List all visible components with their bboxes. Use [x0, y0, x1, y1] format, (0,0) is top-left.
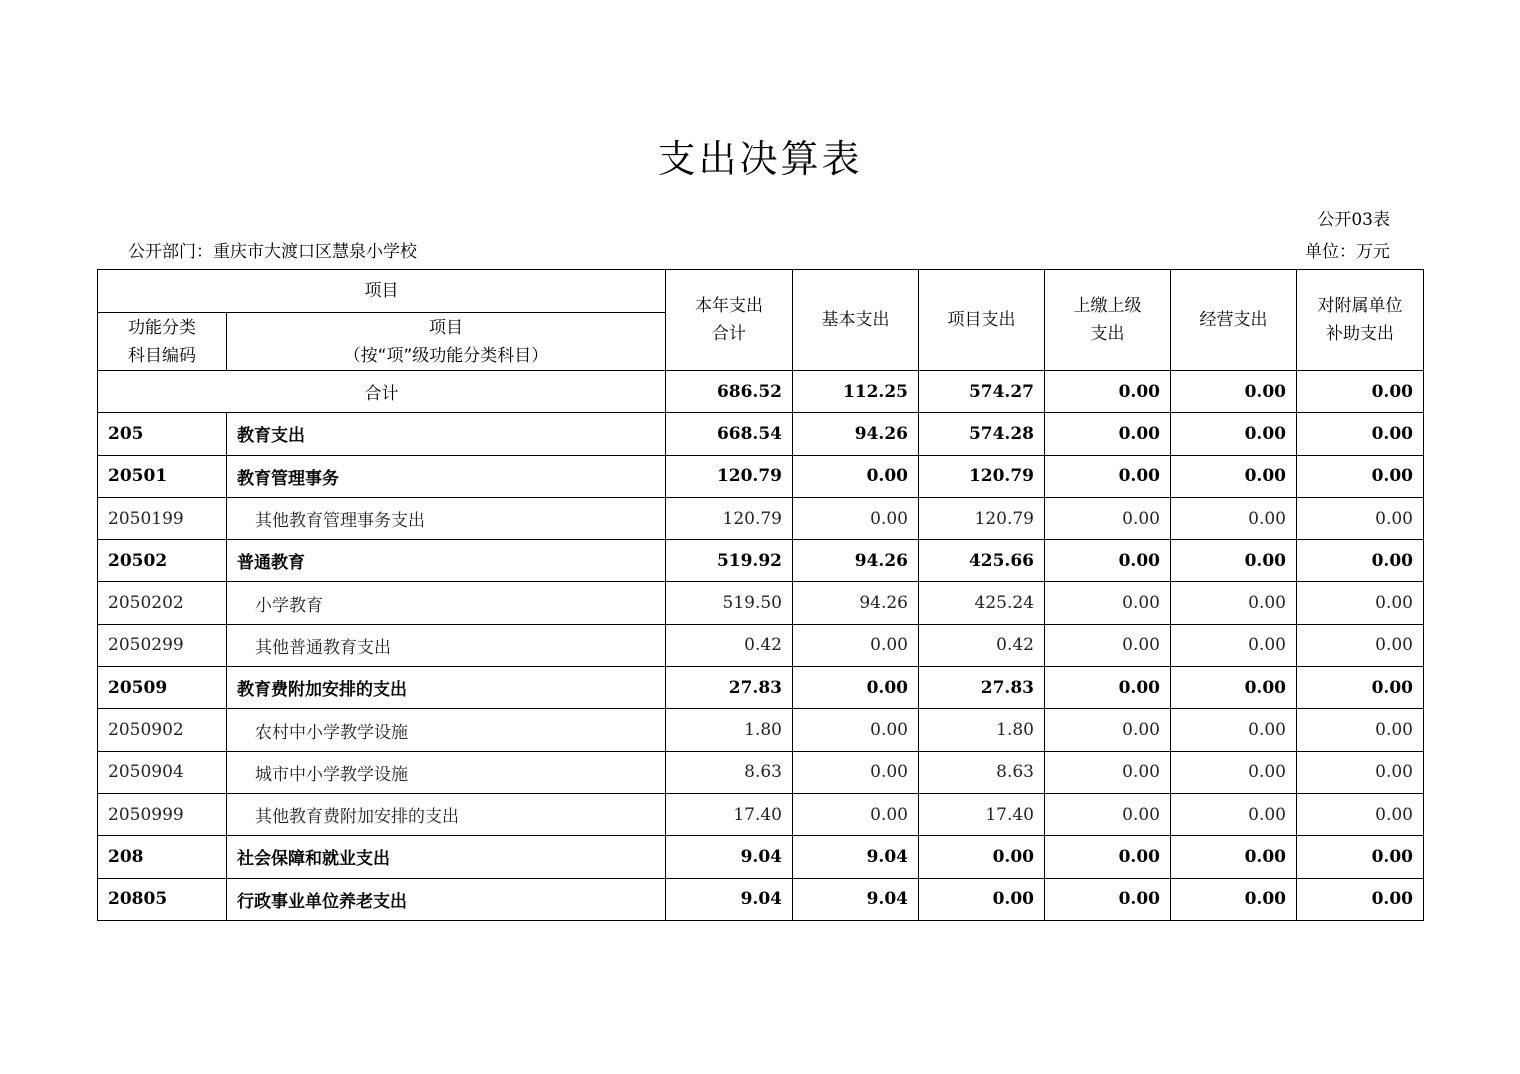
- header-item-group: 项目: [98, 270, 666, 313]
- cell-upper: 0.00: [1045, 540, 1171, 582]
- cell-name: 小学教育: [227, 582, 666, 624]
- cell-upper: 0.00: [1045, 624, 1171, 666]
- cell-subsidy: 0.00: [1297, 624, 1424, 666]
- header-total-line1: 本年支出: [695, 296, 763, 316]
- cell-basic: 94.26: [793, 582, 919, 624]
- header-subsidy-line2: 补助支出: [1326, 324, 1394, 344]
- cell-subsidy: 0.00: [1297, 793, 1424, 835]
- cell-project: 0.00: [919, 836, 1045, 878]
- cell-project: 0.00: [919, 878, 1045, 920]
- cell-basic: 9.04: [793, 836, 919, 878]
- cell-subsidy: 0.00: [1297, 751, 1424, 793]
- cell-project: 120.79: [919, 455, 1045, 497]
- cell-subsidy: 0.00: [1297, 455, 1424, 497]
- total-label: 合计: [98, 371, 666, 413]
- cell-business: 0.00: [1171, 793, 1297, 835]
- table-row: [98, 497, 1424, 539]
- table-row: [98, 667, 1424, 709]
- table-row: [98, 709, 1424, 751]
- cell-subsidy: 0.00: [1297, 836, 1424, 878]
- cell-project: 425.24: [919, 582, 1045, 624]
- cell-name: 教育管理事务: [227, 455, 666, 497]
- cell-code: 2050199: [98, 497, 227, 539]
- cell-basic: 0.00: [793, 667, 919, 709]
- cell-project: 27.83: [919, 667, 1045, 709]
- form-number: 公开03表: [1317, 210, 1390, 230]
- cell-project: 1.80: [919, 709, 1045, 751]
- cell-total: 519.92: [666, 540, 793, 582]
- cell-business: 0.00: [1171, 751, 1297, 793]
- cell-subsidy: 0.00: [1297, 497, 1424, 539]
- cell-total: 17.40: [666, 793, 793, 835]
- cell-total: 120.79: [666, 497, 793, 539]
- cell-name: 普通教育: [227, 540, 666, 582]
- table-row: [98, 836, 1424, 878]
- cell-name: 教育支出: [227, 413, 666, 455]
- table-row: [98, 413, 1424, 455]
- table-row: [98, 582, 1424, 624]
- header-item-line2: （按“项”级功能分类科目）: [343, 345, 549, 366]
- cell-business: 0.00: [1171, 582, 1297, 624]
- header-basic: 基本支出: [793, 270, 919, 371]
- cell-project: 0.42: [919, 624, 1045, 666]
- cell-upper: 0.00: [1045, 371, 1171, 413]
- cell-name: 教育费附加安排的支出: [227, 667, 666, 709]
- cell-name: 其他普通教育支出: [227, 624, 666, 666]
- cell-name: 农村中小学教学设施: [227, 709, 666, 751]
- cell-total: 668.54: [666, 413, 793, 455]
- cell-name: 其他教育费附加安排的支出: [227, 793, 666, 835]
- cell-code: 20501: [98, 455, 227, 497]
- unit-label: 单位：万元: [1305, 242, 1390, 262]
- cell-basic: 0.00: [793, 709, 919, 751]
- cell-name: 行政事业单位养老支出: [227, 878, 666, 920]
- header-item: [227, 313, 666, 371]
- cell-basic: 112.25: [793, 371, 919, 413]
- cell-code: 205: [98, 413, 227, 455]
- cell-upper: 0.00: [1045, 455, 1171, 497]
- cell-total: 120.79: [666, 455, 793, 497]
- header-upper: [1045, 270, 1171, 371]
- cell-total: 9.04: [666, 878, 793, 920]
- cell-project: 574.28: [919, 413, 1045, 455]
- cell-project: 8.63: [919, 751, 1045, 793]
- cell-code: 2050904: [98, 751, 227, 793]
- cell-business: 0.00: [1171, 624, 1297, 666]
- cell-code: 2050299: [98, 624, 227, 666]
- cell-basic: 0.00: [793, 624, 919, 666]
- cell-upper: 0.00: [1045, 751, 1171, 793]
- cell-total: 1.80: [666, 709, 793, 751]
- cell-project: 574.27: [919, 371, 1045, 413]
- cell-subsidy: 0.00: [1297, 709, 1424, 751]
- header-business: 经营支出: [1171, 270, 1297, 371]
- header-upper-line1: 上缴上级: [1073, 296, 1142, 316]
- table-row: [98, 793, 1424, 835]
- cell-upper: 0.00: [1045, 497, 1171, 539]
- cell-upper: 0.00: [1045, 709, 1171, 751]
- cell-total: 8.63: [666, 751, 793, 793]
- cell-upper: 0.00: [1045, 413, 1171, 455]
- cell-basic: 0.00: [793, 793, 919, 835]
- cell-basic: 9.04: [793, 878, 919, 920]
- cell-business: 0.00: [1171, 709, 1297, 751]
- header-upper-line2: 支出: [1090, 324, 1125, 344]
- table-row: [98, 624, 1424, 666]
- cell-upper: 0.00: [1045, 836, 1171, 878]
- cell-total: 0.42: [666, 624, 793, 666]
- cell-business: 0.00: [1171, 497, 1297, 539]
- cell-code: 20502: [98, 540, 227, 582]
- header-code-line2: 科目编码: [128, 345, 196, 366]
- cell-basic: 0.00: [793, 497, 919, 539]
- cell-code: 2050999: [98, 793, 227, 835]
- cell-subsidy: 0.00: [1297, 540, 1424, 582]
- page-title: 支出决算表: [657, 137, 863, 181]
- cell-total: 9.04: [666, 836, 793, 878]
- cell-basic: 94.26: [793, 413, 919, 455]
- cell-subsidy: 0.00: [1297, 371, 1424, 413]
- cell-name: 社会保障和就业支出: [227, 836, 666, 878]
- department-label: 公开部门：重庆市大渡口区慧泉小学校: [128, 242, 417, 262]
- cell-upper: 0.00: [1045, 878, 1171, 920]
- cell-business: 0.00: [1171, 455, 1297, 497]
- cell-code: 208: [98, 836, 227, 878]
- header-code: [98, 313, 227, 371]
- header-total-line2: 合计: [712, 324, 746, 344]
- cell-business: 0.00: [1171, 413, 1297, 455]
- cell-subsidy: 0.00: [1297, 582, 1424, 624]
- header-code-line1: 功能分类: [128, 317, 196, 338]
- cell-business: 0.00: [1171, 371, 1297, 413]
- cell-basic: 94.26: [793, 540, 919, 582]
- cell-basic: 0.00: [793, 751, 919, 793]
- cell-code: 2050202: [98, 582, 227, 624]
- cell-business: 0.00: [1171, 836, 1297, 878]
- header-total: [666, 270, 793, 371]
- cell-project: 425.66: [919, 540, 1045, 582]
- cell-project: 17.40: [919, 793, 1045, 835]
- header-item-line1: 项目: [429, 317, 463, 338]
- expenditure-table: [97, 269, 1424, 921]
- cell-code: 2050902: [98, 709, 227, 751]
- cell-total: 27.83: [666, 667, 793, 709]
- header-subsidy-line1: 对附属单位: [1317, 296, 1403, 316]
- table-row: [98, 751, 1424, 793]
- total-row: [98, 371, 1424, 413]
- cell-subsidy: 0.00: [1297, 667, 1424, 709]
- cell-total: 686.52: [666, 371, 793, 413]
- cell-name: 其他教育管理事务支出: [227, 497, 666, 539]
- cell-project: 120.79: [919, 497, 1045, 539]
- header-subsidy: [1297, 270, 1424, 371]
- cell-total: 519.50: [666, 582, 793, 624]
- table-row: [98, 455, 1424, 497]
- cell-upper: 0.00: [1045, 793, 1171, 835]
- cell-code: 20805: [98, 878, 227, 920]
- table-row: [98, 540, 1424, 582]
- cell-business: 0.00: [1171, 540, 1297, 582]
- cell-name: 城市中小学教学设施: [227, 751, 666, 793]
- cell-business: 0.00: [1171, 878, 1297, 920]
- cell-upper: 0.00: [1045, 667, 1171, 709]
- cell-business: 0.00: [1171, 667, 1297, 709]
- cell-code: 20509: [98, 667, 227, 709]
- cell-subsidy: 0.00: [1297, 413, 1424, 455]
- cell-subsidy: 0.00: [1297, 878, 1424, 920]
- header-project: 项目支出: [919, 270, 1045, 371]
- table-row: [98, 878, 1424, 920]
- cell-basic: 0.00: [793, 455, 919, 497]
- cell-upper: 0.00: [1045, 582, 1171, 624]
